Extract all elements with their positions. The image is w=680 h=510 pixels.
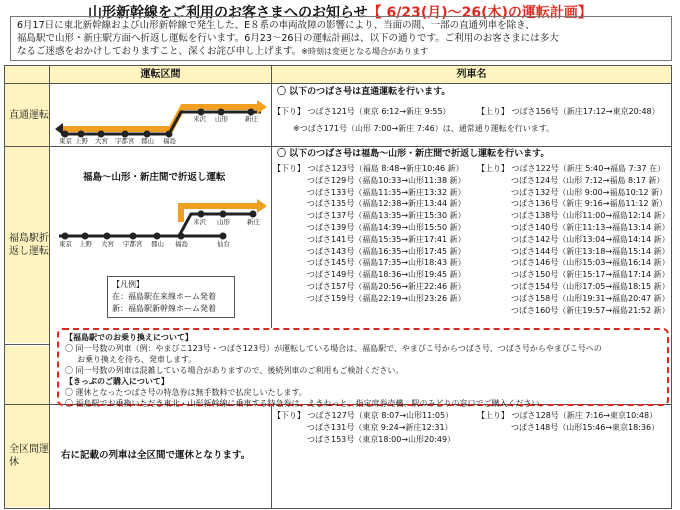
transfer-text2: 〇 同一号数の列車は混雑している場合がありますので、後続列車のご利用もご検討ください。 (65, 366, 404, 375)
notice-line3: なるご迷惑をおかけしておりますこと、深くお詫び申し上げます。 (17, 46, 302, 57)
notice-line2: 福島駅で山形・新庄駅方面へ折返し運転を行います。6月23～26日の運転計画は、以下の通りです。ご利用のお客さまには多大 (17, 33, 559, 44)
station-shinjo: 新庄 (247, 218, 260, 226)
legend-zairai: 在：福島駅在来線ホーム発着 (112, 292, 216, 301)
direct-note: ※つばさ171号（山形 7:00→新庄 7:46）は、通常通り運転を行います。 (293, 124, 555, 133)
legend-shinkansen: 新：福島駅新幹線ホーム発着 (112, 304, 216, 313)
station-tokyo: 東京 (59, 137, 72, 145)
direct-route-diagram (51, 85, 269, 145)
train-row: つばさ160号（新庄19:57→福島21:52 新） (511, 305, 670, 315)
shuttle-heading: 〇 以下のつばさ号は福島～山形・新庄間で折返し運転を行います。 (277, 149, 550, 159)
train-row: 【上り】 つばさ128号（新庄 7:16→東京10:48） (477, 411, 658, 420)
direct-heading: 〇 以下のつばさ号は直通運転を行います。 (277, 87, 451, 97)
station-yonezawa: 米沢 (193, 218, 206, 226)
arrow-right-icon (257, 100, 267, 114)
train-row: つばさ141号（福島15:35→新庄17:41 新） (307, 234, 466, 244)
train-row: つばさ143号（福島16:35→山形17:45 新） (307, 246, 466, 256)
transfer-text1b: お乗り換えを待ち、発車します。 (77, 355, 197, 364)
station-utsunomiya: 宇都宮 (123, 240, 143, 248)
header-section: 運転区間 (50, 66, 271, 83)
transfer-info-box (57, 328, 669, 406)
train-row: つばさ144号（新庄13:18→福島15:14 新） (511, 246, 670, 256)
station-fukushima: 福島 (175, 240, 188, 248)
train-row: つばさ148号（山形15:46→東京18:36） (511, 422, 660, 432)
train-row: つばさ133号（福島11:35→新庄13:32 新） (307, 187, 466, 197)
train-row: つばさ135号（福島12:38→新庄13:44 新） (307, 199, 466, 209)
train-row: つばさ140号（新庄11:13→福島13:14 新） (511, 222, 670, 232)
legend-box (107, 276, 235, 318)
station-sendai: 仙台 (217, 240, 230, 248)
notice-note: ※時刻は変更となる場合があります (301, 47, 428, 56)
direct-up: 【上り】 つばさ156号（新庄17:12→東京20:48） (477, 107, 660, 116)
transfer-text1: 〇 同一号数の列車（例：やまびこ123号・つばさ123号）が運転している場合は、福島駅で、やまびこ号からつばさ号、つばさ号からやまびこ号への (65, 344, 602, 353)
train-row: 【下り】 つばさ123号（福島 8:48→新庄10:46 新） (273, 164, 464, 173)
station-utsunomiya: 宇都宮 (115, 137, 135, 145)
station-koriyama: 郡山 (151, 240, 164, 248)
label-direct: 直通運転 (5, 84, 49, 146)
shuttle-route-diagram (51, 184, 269, 264)
grid-line (5, 146, 671, 147)
shuttle-diagram-title: 福島～山形・新庄間で折返し運転 (83, 172, 226, 183)
station-tokyo: 東京 (59, 240, 72, 248)
station-yamagata: 山形 (215, 115, 228, 123)
transfer-heading: 【福島駅でのお乗り換えについて】 (65, 333, 193, 342)
train-row: つばさ159号（福島22:19→山形23:26 新） (307, 293, 466, 303)
label-shuttle: 福島駅折返し運転 (5, 147, 49, 343)
schedule-table (4, 65, 672, 509)
train-row: つばさ149号（福島18:36→山形19:45 新） (307, 270, 466, 280)
direct-route-line (59, 107, 261, 129)
train-row: つばさ142号（山形13:04→福島14:14 新） (511, 234, 670, 244)
train-row: つばさ157号（福島20:56→新庄22:46 新） (307, 281, 466, 291)
station-koriyama: 郡山 (141, 137, 154, 145)
notice-box (10, 16, 672, 61)
notice-line1: 6月17日に東北新幹線および山形新幹線で発生した、E８系の車両故障の影響により、当面の間、一部の直通列車を除き、 (17, 20, 535, 31)
arrow-right-icon (257, 199, 267, 213)
title-main: 山形新幹線をご利用のお客さまへのお知らせ (88, 5, 368, 21)
station-omiya: 大宮 (95, 137, 108, 145)
train-row: つばさ153号（東京18:00→山形20:49） (307, 434, 456, 444)
shuttle-down-list (273, 163, 466, 305)
title-period: 【 6/23(月)～26(木)の運転計画】 (367, 5, 592, 21)
train-row: つばさ124号（山形 7:12→福島 8:17 新） (511, 175, 665, 185)
station-shinjo: 新庄 (245, 115, 258, 123)
grid-line (271, 404, 272, 508)
header-blank (5, 66, 49, 83)
ticket-heading: 【きっぷのご購入について】 (65, 377, 169, 386)
train-row: 【下り】 つばさ127号（東京 8:07→山形11:05） (273, 411, 454, 420)
station-omiya: 大宮 (101, 240, 114, 248)
ticket-text2: 〇 福島駅でお乗換いただき東北・山形新幹線に乗車する特急券は、えきねっと、指定席券売機、駅のみどりの窓口でご購入ください。 (65, 399, 548, 408)
cancel-down-list (273, 410, 455, 445)
train-row: つばさ158号（山形19:31→福島20:47 新） (511, 293, 670, 303)
legend-title: 【凡例】 (112, 280, 144, 289)
cancel-up-list (477, 410, 659, 434)
ticket-text1: 〇 運休となったつばさ号の特急券は無手数料で払戻しいたします。 (65, 388, 307, 397)
train-row: つばさ145号（福島17:35→山形18:43 新） (307, 258, 466, 268)
train-row: つばさ136号（新庄 9:16→福島11:12 新） (511, 199, 668, 209)
grid-line (5, 83, 671, 84)
train-row: つばさ138号（山形11:00→福島12:14 新） (511, 211, 670, 221)
station-ueno: 上野 (79, 240, 92, 248)
train-row: つばさ137号（福島13:35→新庄15:30 新） (307, 211, 466, 221)
header-trains: 列車名 (272, 66, 671, 83)
station-yonezawa: 米沢 (193, 115, 206, 123)
train-row: つばさ131号（東京 9:24→新庄12:31） (307, 422, 453, 432)
train-row: つばさ129号（福島10:33→山形11:38 新） (307, 175, 466, 185)
label-cancel: 全区間運休 (5, 405, 49, 507)
train-row: つばさ139号（福島14:39→山形15:50 新） (307, 222, 466, 232)
grid-line (49, 66, 50, 508)
station-ueno: 上野 (75, 137, 88, 145)
train-row: つばさ154号（山形17:05→福島18:15 新） (511, 281, 670, 291)
train-row: つばさ150号（新庄15:17→福島17:14 新） (511, 270, 670, 280)
train-row: つばさ146号（山形15:03→福島16:14 新） (511, 258, 670, 268)
train-row: 【上り】 つばさ122号（新庄 5:40→福島 7:37 在） (477, 164, 666, 173)
grid-line (271, 66, 272, 328)
shuttle-up-list (477, 163, 670, 316)
cancel-text: 右に記載の列車は全区間で運休となります。 (61, 450, 251, 461)
grid-line (5, 344, 50, 345)
station-fukushima: 福島 (163, 137, 176, 145)
train-row: つばさ132号（山形 9:00→福島10:12 新） (511, 187, 668, 197)
station-yamagata: 山形 (217, 218, 230, 226)
direct-down: 【下り】 つばさ121号（東京 6:12→新庄 9:55） (273, 107, 451, 116)
